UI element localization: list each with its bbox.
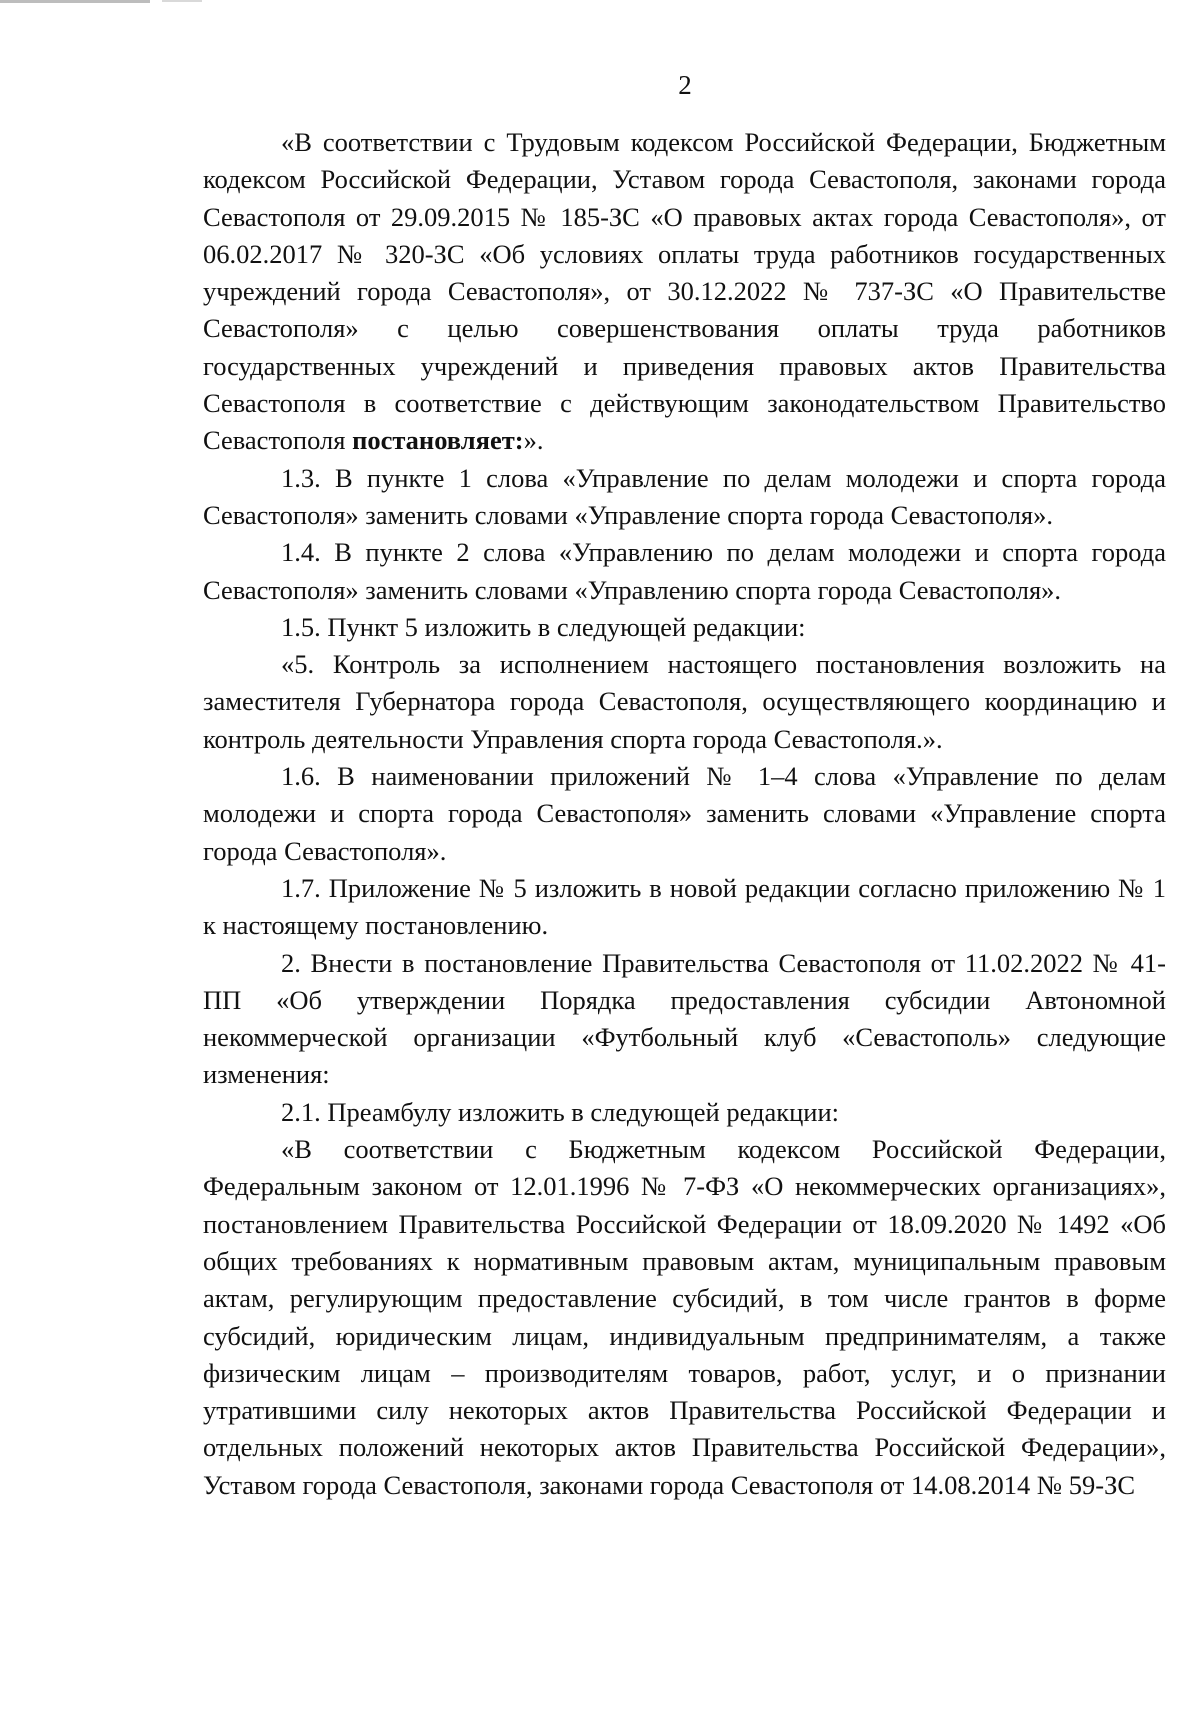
- clause-2-1-quote: «В соответствии с Бюджетным кодексом Российской Федерации, Федеральным законом от 12.01.1996 № 7-ФЗ «О некоммерческих организациях», постановлением Правительства Российской Федерации от 18.09.2020 № 1492 «Об общих требованиях к нормативным правовым актам, муниципальным правовым актам, регулирующим предоставление субсидий, в том числе грантов в форме субсидий, юридическим лицам, индивидуальным предпринимателям, а также физическим лицам – производителям товаров, работ, услуг, и о признании утратившими силу некоторых актов Правительства Российской Федерации и отдельных положений некоторых актов Правительства Российской Федерации», Уставом города Севастополя, законами города Севастополя от 14.08.2014 № 59-ЗС: [203, 1134, 1166, 1500]
- preamble-text: «В соответствии с Трудовым кодексом Российской Федерации, Бюджетным кодексом Российской Федерации, Уставом города Севастополя, законами города Севастополя от 29.09.2015 № 185-ЗС «О правовых актах города Севастополя», от 06.02.2017 № 320-ЗС «Об условиях оплаты труда работников государственных учреждений города Севастополя», от 30.12.2022 № 737-ЗС «О Правительстве Севастополя» с целью совершенствования оплаты труда работников государственных учреждений и приведения правовых актов Правительства Севастополя в соответствие с действующим законодательством Правительство Севастополя: [203, 127, 1166, 456]
- clause-2-1: 2.1. Преамбулу изложить в следующей редакции:: [281, 1096, 840, 1127]
- scan-edge-mark: [162, 0, 202, 2]
- clause-1-5: 1.5. Пункт 5 изложить в следующей редакции:: [281, 611, 806, 642]
- clause-1-7: 1.7. Приложение № 5 изложить в новой редакции согласно приложению № 1 к настоящему постановлению.: [203, 872, 1166, 941]
- page-number: 2: [678, 70, 692, 100]
- preamble-bold-word: постановляет:: [352, 425, 524, 456]
- clause-1-5-quote: «5. Контроль за исполнением настоящего постановления возложить на заместителя Губернатора города Севастополя, осуществляющего координацию и контроль деятельности Управления спорта города Севастополя.».: [203, 649, 1166, 754]
- clause-1-6: 1.6. В наименовании приложений № 1–4 слова «Управление по делам молодежи и спорта города Севастополя» заменить словами «Управление спорта города Севастополя».: [203, 761, 1166, 866]
- clause-1-4: 1.4. В пункте 2 слова «Управлению по делам молодежи и спорта города Севастополя» заменить словами «Управлению спорта города Севастополя».: [203, 537, 1166, 605]
- preamble-paragraph: [203, 124, 1166, 460]
- scan-edge-mark: [0, 0, 150, 3]
- document-body: [203, 124, 1166, 1504]
- clause-2: 2. Внести в постановление Правительства Севастополя от 11.02.2022 № 41-ПП «Об утверждении Порядка предоставления субсидии Автономной некоммерческой организации «Футбольный клуб «Севастополь» следующие изменения:: [203, 947, 1166, 1090]
- preamble-closing: ».: [523, 425, 544, 456]
- clause-1-3: 1.3. В пункте 1 слова «Управление по делам молодежи и спорта города Севастополя» заменить словами «Управление спорта города Севастополя».: [203, 462, 1166, 530]
